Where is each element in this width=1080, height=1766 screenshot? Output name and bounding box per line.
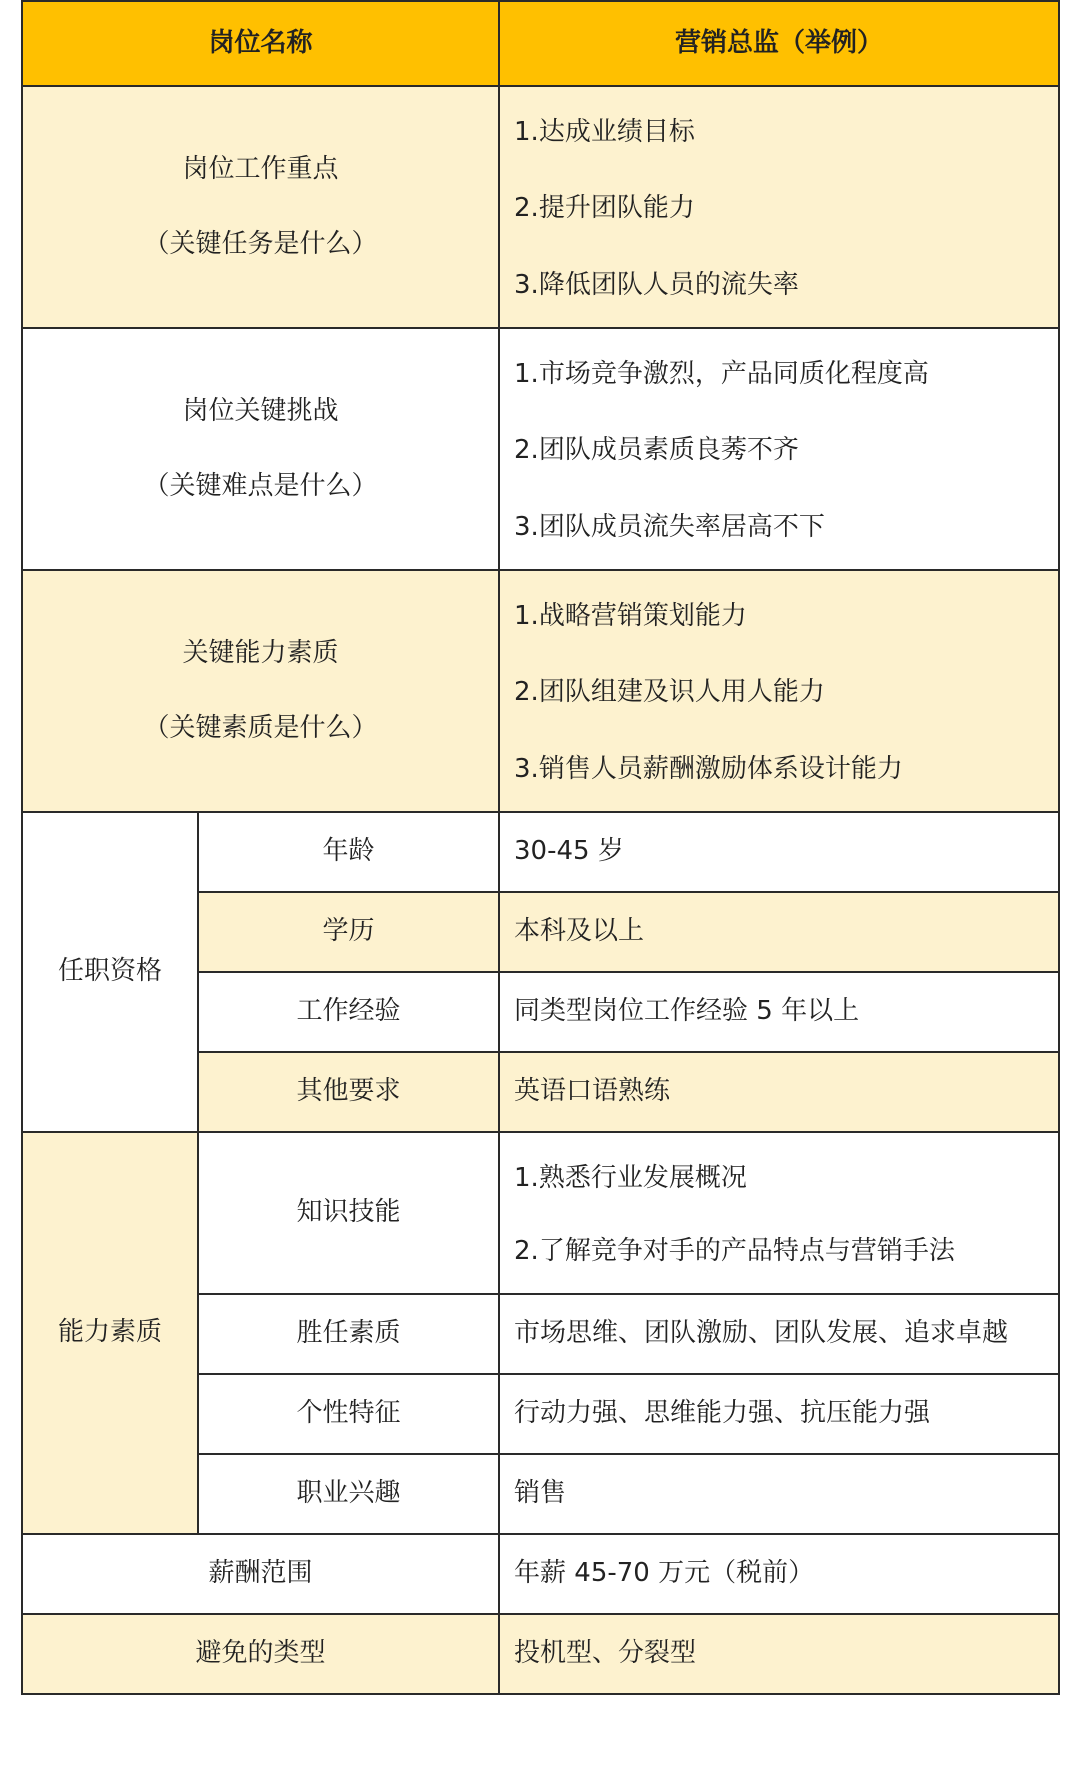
salary-label: 薪酬范围 [22,1534,499,1614]
knowledge-item: 2.了解竞争对手的产品特点与营销手法 [514,1235,955,1266]
job-profile-table [21,0,1060,1695]
qualification-label: 任职资格 [22,812,198,1132]
challenge-row [22,328,1059,570]
challenge-item: 1.市场竞争激烈，产品同质化程度高 [514,359,929,389]
focus-sublabel: （关键任务是什么） [143,229,378,259]
header-example-title: 营销总监（举例） [499,1,1059,86]
competence-row-value: 市场思维、团队激励、团队发展、追求卓越 [499,1294,1059,1374]
focus-item: 2.提升团队能力 [514,193,695,224]
qualification-row-value: 30-45 岁 [499,812,1059,892]
knowledge-row [22,1132,1059,1294]
qualification-row [22,812,1059,892]
qualification-row-value: 同类型岗位工作经验 5 年以上 [499,972,1059,1052]
competence-row-label: 职业兴趣 [198,1454,499,1534]
competence-row-label: 胜任素质 [198,1294,499,1374]
qualification-row-value: 本科及以上 [499,892,1059,972]
focus-row [22,86,1059,328]
competence-row-value: 销售 [499,1454,1059,1534]
challenge-item: 2.团队成员素质良莠不齐 [514,435,799,466]
ability-item: 3.销售人员薪酬激励体系设计能力 [514,753,903,784]
qualification-row-label: 年龄 [198,812,499,892]
avoid-row [22,1614,1059,1694]
focus-label: 岗位工作重点 [182,153,339,184]
salary-row [22,1534,1059,1614]
header-row [22,1,1059,86]
salary-value: 年薪 45-70 万元（税前） [499,1534,1059,1614]
knowledge-item: 1.熟悉行业发展概况 [514,1163,747,1193]
challenge-sublabel: （关键难点是什么） [143,471,378,501]
ability-row [22,570,1059,812]
focus-item: 3.降低团队人员的流失率 [514,269,799,300]
ability-item: 2.团队组建及识人用人能力 [514,677,825,708]
qualification-row-label: 学历 [198,892,499,972]
qualification-row-value: 英语口语熟练 [499,1052,1059,1132]
qualification-row-label: 工作经验 [198,972,499,1052]
knowledge-label: 知识技能 [198,1132,499,1294]
focus-item: 1.达成业绩目标 [514,117,695,147]
header-position-name: 岗位名称 [22,1,499,86]
ability-label: 关键能力素质 [182,637,339,668]
qualification-row-label: 其他要求 [198,1052,499,1132]
competence-row-value: 行动力强、思维能力强、抗压能力强 [499,1374,1059,1454]
avoid-label: 避免的类型 [22,1614,499,1694]
ability-sublabel: （关键素质是什么） [143,713,378,743]
avoid-value: 投机型、分裂型 [499,1614,1059,1694]
challenge-item: 3.团队成员流失率居高不下 [514,511,825,542]
ability-item: 1.战略营销策划能力 [514,601,747,631]
competence-label: 能力素质 [22,1132,198,1534]
challenge-label: 岗位关键挑战 [182,395,339,426]
competence-row-label: 个性特征 [198,1374,499,1454]
